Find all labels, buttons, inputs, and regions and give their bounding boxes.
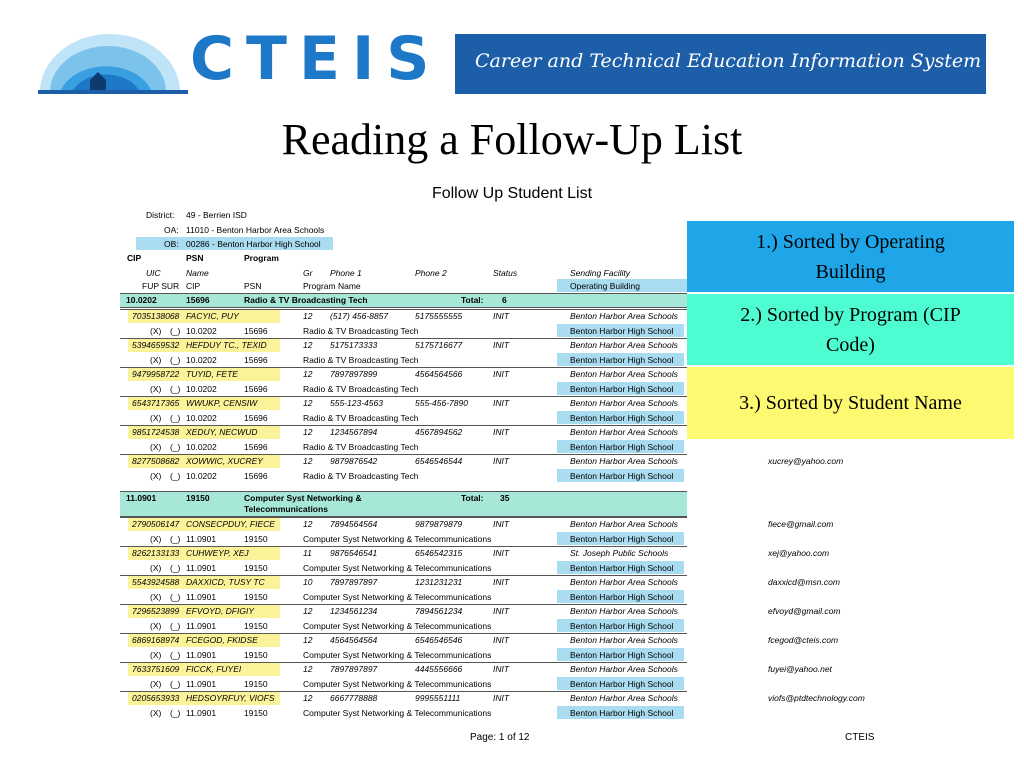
- ob-label: OB:: [164, 239, 179, 249]
- page-number: Page: 1 of 12: [470, 732, 530, 743]
- cell-sur: (_): [170, 442, 181, 452]
- cell-psn: 19150: [244, 563, 268, 573]
- cell-program: Computer Syst Networking & Telecommunications: [303, 534, 492, 544]
- cell-gr: 11: [303, 548, 312, 558]
- cell-cip: 10.0202: [186, 442, 217, 452]
- cell-sur: (_): [170, 708, 181, 718]
- cell-status: INIT: [493, 369, 510, 379]
- cell-cip: 10.0202: [186, 471, 217, 481]
- col-uic: UIC: [146, 268, 161, 278]
- callout-operating-building: [687, 221, 1014, 292]
- cell-gr: 10: [303, 577, 313, 587]
- cell-name: FACYIC, PUY: [186, 311, 239, 321]
- cell-psn: 19150: [244, 592, 268, 602]
- callout-text: 3.) Sorted by Student Name: [739, 392, 962, 414]
- cell-phone2: 7894561234: [415, 606, 463, 616]
- cell-fup: (X): [150, 384, 162, 394]
- group-cip: 10.0202: [126, 295, 157, 305]
- cell-phone2: 5175716677: [415, 340, 463, 350]
- cell-phone1: 555-123-4563: [330, 398, 383, 408]
- cell-gr: 12: [303, 456, 313, 466]
- cell-sur: (_): [170, 326, 181, 336]
- cell-gr: 12: [303, 398, 313, 408]
- cell-phone1: 7897897897: [330, 577, 378, 587]
- cell-name: DAXXICD, TUSY TC: [186, 577, 265, 587]
- cell-psn: 15696: [244, 471, 268, 481]
- cell-name: HEFDUY TC., TEXID: [186, 340, 267, 350]
- cell-name: TUYID, FETE: [186, 369, 238, 379]
- cell-fup: (X): [150, 592, 162, 602]
- cell-operating: Benton Harbor High School: [570, 471, 674, 481]
- cell-program: Computer Syst Networking & Telecommunications: [303, 679, 492, 689]
- cell-sending: Benton Harbor Area Schools: [570, 311, 678, 321]
- cell-program: Radio & TV Broadcasting Tech: [303, 471, 419, 481]
- cteis-logo: [38, 24, 458, 94]
- cell-psn: 19150: [244, 650, 268, 660]
- cell-program: Radio & TV Broadcasting Tech: [303, 384, 419, 394]
- banner-title: Career and Technical Education Information System: [475, 50, 982, 72]
- cell-phone1: 7894564564: [330, 519, 378, 529]
- cell-uic: 7035138068: [132, 311, 180, 321]
- cell-psn: 15696: [244, 442, 268, 452]
- col-program: Program: [244, 253, 279, 263]
- footer-org: CTEIS: [845, 732, 875, 743]
- cell-name: HEDSOYRFUY, VIOFS: [186, 693, 275, 703]
- cell-gr: 12: [303, 340, 313, 350]
- logo-wordmark: CTEIS: [190, 24, 442, 94]
- cell-name: CUHWEYP, XEJ: [186, 548, 249, 558]
- cell-fup: (X): [150, 355, 162, 365]
- cell-phone2: 1231231231: [415, 577, 463, 587]
- cell-uic: 0205653933: [132, 693, 180, 703]
- callout-program: [687, 294, 1014, 365]
- oa-label: OA:: [164, 225, 179, 235]
- slide-title: Reading a Follow-Up List: [281, 115, 743, 164]
- cell-psn: 19150: [244, 534, 268, 544]
- group-total: 6: [502, 295, 507, 305]
- cell-cip: 10.0202: [186, 413, 217, 423]
- cell-cip: 11.0901: [186, 621, 217, 631]
- cell-phone2: 4567894562: [415, 427, 463, 437]
- cell-status: INIT: [493, 427, 510, 437]
- callout-student-name: [687, 367, 1014, 439]
- cell-sending: Benton Harbor Area Schools: [570, 519, 678, 529]
- cell-name: CONSECPDUY, FIECE: [186, 519, 275, 529]
- cell-sur: (_): [170, 621, 181, 631]
- cell-sending: Benton Harbor Area Schools: [570, 456, 678, 466]
- cell-cip: 10.0202: [186, 384, 217, 394]
- cell-program: Radio & TV Broadcasting Tech: [303, 442, 419, 452]
- cell-sending: Benton Harbor Area Schools: [570, 369, 678, 379]
- district-value: 49 - Berrien ISD: [186, 210, 247, 220]
- cell-sending: Benton Harbor Area Schools: [570, 664, 678, 674]
- cell-gr: 12: [303, 635, 313, 645]
- col-operating: Operating Building: [570, 281, 640, 291]
- cell-gr: 12: [303, 369, 313, 379]
- cell-uic: 8277508682: [132, 456, 180, 466]
- cell-operating: Benton Harbor High School: [570, 563, 674, 573]
- cell-psn: 19150: [244, 708, 268, 718]
- cell-status: INIT: [493, 693, 510, 703]
- cell-gr: 12: [303, 693, 313, 703]
- cell-name: XOWWIC, XUCREY: [186, 456, 263, 466]
- col-name: Name: [186, 268, 209, 278]
- col-phone1: Phone 1: [330, 268, 362, 278]
- report-title: Follow Up Student List: [431, 185, 593, 202]
- cell-uic: 7633751609: [132, 664, 180, 674]
- cell-operating: Benton Harbor High School: [570, 592, 674, 602]
- cell-sur: (_): [170, 384, 181, 394]
- cell-phone2: 6546542315: [415, 548, 463, 558]
- cell-email: fcegod@cteis.com: [768, 635, 839, 645]
- cell-email: fuyei@yahoo.net: [768, 664, 832, 674]
- cell-sur: (_): [170, 471, 181, 481]
- cell-operating: Benton Harbor High School: [570, 326, 674, 336]
- col-gr: Gr: [303, 268, 313, 278]
- group-total-label: Total:: [461, 295, 484, 305]
- col-cip2: CIP: [186, 281, 201, 291]
- cell-status: INIT: [493, 635, 510, 645]
- district-label: District:: [146, 210, 175, 220]
- cell-fup: (X): [150, 621, 162, 631]
- cell-phone2: 9995551111: [415, 693, 461, 703]
- cell-status: INIT: [493, 456, 510, 466]
- cell-status: INIT: [493, 664, 510, 674]
- logo-dome-icon: [38, 28, 188, 94]
- ob-value: 00286 - Benton Harbor High School: [186, 239, 321, 249]
- cell-uic: 9479958722: [132, 369, 180, 379]
- cell-fup: (X): [150, 708, 162, 718]
- cell-operating: Benton Harbor High School: [570, 621, 674, 631]
- cell-phone2: 4564564566: [415, 369, 463, 379]
- cell-fup: (X): [150, 650, 162, 660]
- col-phone2: Phone 2: [415, 268, 447, 278]
- cell-phone1: 9876546541: [330, 548, 378, 558]
- cell-sending: Benton Harbor Area Schools: [570, 577, 678, 587]
- cell-psn: 15696: [244, 326, 268, 336]
- cell-name: EFVOYD, DFIGIY: [186, 606, 255, 616]
- cell-uic: 9851724538: [132, 427, 180, 437]
- cell-fup: (X): [150, 326, 162, 336]
- cell-sur: (_): [170, 355, 181, 365]
- cell-fup: (X): [150, 471, 162, 481]
- cell-sur: (_): [170, 563, 181, 573]
- cell-phone1: 7897897899: [330, 369, 378, 379]
- cell-phone2: 9879879879: [415, 519, 463, 529]
- group-cip: 11.0901: [126, 493, 157, 503]
- cell-cip: 11.0901: [186, 708, 217, 718]
- cell-email: fiece@gmail.com: [768, 519, 834, 529]
- cell-status: INIT: [493, 340, 510, 350]
- cell-phone1: (517) 456-8857: [330, 311, 389, 321]
- cell-phone2: 4445556666: [415, 664, 463, 674]
- cell-sending: Benton Harbor Area Schools: [570, 606, 678, 616]
- cell-phone1: 5175173333: [330, 340, 378, 350]
- cell-phone1: 6667778888: [330, 693, 378, 703]
- group-total: 35: [500, 493, 510, 503]
- cell-name: XEDUY, NECWUD: [186, 427, 258, 437]
- cell-gr: 12: [303, 606, 313, 616]
- cell-phone2: 5175555555: [415, 311, 463, 321]
- cell-name: WWUKP, CENSIW: [186, 398, 258, 408]
- cell-program: Computer Syst Networking & Telecommunications: [303, 650, 492, 660]
- cell-program: Radio & TV Broadcasting Tech: [303, 355, 419, 365]
- cell-program: Computer Syst Networking & Telecommunications: [303, 563, 492, 573]
- col-psn2: PSN: [244, 281, 262, 291]
- cell-name: FCEGOD, FKIDSE: [186, 635, 258, 645]
- cell-uic: 2790506147: [132, 519, 180, 529]
- cell-phone2: 6546546544: [415, 456, 463, 466]
- cell-uic: 5394659532: [132, 340, 180, 350]
- cell-operating: Benton Harbor High School: [570, 679, 674, 689]
- cell-phone1: 9879876542: [330, 456, 378, 466]
- cell-program: Computer Syst Networking & Telecommunications: [303, 621, 492, 631]
- cell-sur: (_): [170, 592, 181, 602]
- cell-sending: Benton Harbor Area Schools: [570, 340, 678, 350]
- cell-uic: 8262133133: [132, 548, 180, 558]
- group-psn: 15696: [186, 295, 210, 305]
- col-psn: PSN: [186, 253, 204, 263]
- cell-status: INIT: [493, 548, 510, 558]
- cell-cip: 10.0202: [186, 326, 217, 336]
- cell-psn: 19150: [244, 621, 268, 631]
- cell-email: viofs@ptdtechnology.com: [768, 693, 865, 703]
- cell-phone1: 1234561234: [330, 606, 378, 616]
- cell-uic: 7296523899: [132, 606, 180, 616]
- cell-fup: (X): [150, 442, 162, 452]
- cell-sending: St. Joseph Public Schools: [570, 548, 669, 558]
- col-cip: CIP: [127, 253, 142, 263]
- cell-phone1: 4564564564: [330, 635, 378, 645]
- cell-sending: Benton Harbor Area Schools: [570, 693, 678, 703]
- cell-uic: 6869168974: [132, 635, 180, 645]
- cell-name: FICCK, FUYEI: [186, 664, 242, 674]
- cell-psn: 15696: [244, 413, 268, 423]
- cell-gr: 12: [303, 664, 313, 674]
- cell-sending: Benton Harbor Area Schools: [570, 398, 678, 408]
- col-sending: Sending Facility: [570, 268, 631, 278]
- cell-operating: Benton Harbor High School: [570, 355, 674, 365]
- cell-sur: (_): [170, 413, 181, 423]
- cell-sur: (_): [170, 679, 181, 689]
- oa-value: 11010 - Benton Harbor Area Schools: [186, 225, 325, 235]
- header-banner: [455, 36, 986, 94]
- cell-program: Radio & TV Broadcasting Tech: [303, 326, 419, 336]
- cell-sur: (_): [170, 534, 181, 544]
- callout-text: 2.) Sorted by Program (CIP Code): [740, 303, 961, 356]
- cell-operating: Benton Harbor High School: [570, 708, 674, 718]
- group-program: Radio & TV Broadcasting Tech: [244, 295, 368, 305]
- cell-gr: 12: [303, 427, 313, 437]
- cell-uic: 5543924588: [132, 577, 180, 587]
- cell-status: INIT: [493, 311, 510, 321]
- cell-status: INIT: [493, 606, 510, 616]
- cell-operating: Benton Harbor High School: [570, 384, 674, 394]
- cell-sending: Benton Harbor Area Schools: [570, 635, 678, 645]
- group-total-label: Total:: [461, 493, 484, 503]
- cell-cip: 11.0901: [186, 592, 217, 602]
- cell-phone2: 555-456-7890: [415, 398, 468, 408]
- cell-psn: 19150: [244, 679, 268, 689]
- cell-status: INIT: [493, 577, 510, 587]
- callout-text: 1.) Sorted by Operating Building: [756, 230, 945, 283]
- col-program-name: Program Name: [303, 281, 361, 291]
- cell-program: Computer Syst Networking & Telecommunications: [303, 592, 492, 602]
- cell-program: Radio & TV Broadcasting Tech: [303, 413, 419, 423]
- cell-operating: Benton Harbor High School: [570, 442, 674, 452]
- cell-fup: (X): [150, 534, 162, 544]
- cell-cip: 11.0901: [186, 563, 217, 573]
- cell-email: daxxicd@msn.com: [768, 577, 840, 587]
- cell-phone2: 6546546546: [415, 635, 463, 645]
- cell-email: xucrey@yahoo.com: [768, 456, 844, 466]
- cell-cip: 11.0901: [186, 534, 217, 544]
- cell-fup: (X): [150, 563, 162, 573]
- cell-operating: Benton Harbor High School: [570, 413, 674, 423]
- cell-email: efvoyd@gmail.com: [768, 606, 841, 616]
- cell-psn: 15696: [244, 355, 268, 365]
- cell-status: INIT: [493, 398, 510, 408]
- cell-psn: 15696: [244, 384, 268, 394]
- cell-cip: 10.0202: [186, 355, 217, 365]
- cell-gr: 12: [303, 311, 313, 321]
- group-program: Computer Syst Networking & Telecommunications: [244, 493, 362, 514]
- cell-uic: 6543717365: [132, 398, 180, 408]
- cell-cip: 11.0901: [186, 679, 217, 689]
- cell-phone1: 7897897897: [330, 664, 378, 674]
- col-status: Status: [493, 268, 518, 278]
- group-psn: 19150: [186, 493, 210, 503]
- cell-sending: Benton Harbor Area Schools: [570, 427, 678, 437]
- cell-program: Computer Syst Networking & Telecommunications: [303, 708, 492, 718]
- cell-fup: (X): [150, 679, 162, 689]
- cell-operating: Benton Harbor High School: [570, 534, 674, 544]
- cell-status: INIT: [493, 519, 510, 529]
- col-fup-sur: FUP SUR: [142, 281, 180, 291]
- cell-sur: (_): [170, 650, 181, 660]
- cell-fup: (X): [150, 413, 162, 423]
- cell-operating: Benton Harbor High School: [570, 650, 674, 660]
- cell-phone1: 1234567894: [330, 427, 378, 437]
- cell-gr: 12: [303, 519, 313, 529]
- cell-email: xej@yahoo.com: [768, 548, 830, 558]
- cell-cip: 11.0901: [186, 650, 217, 660]
